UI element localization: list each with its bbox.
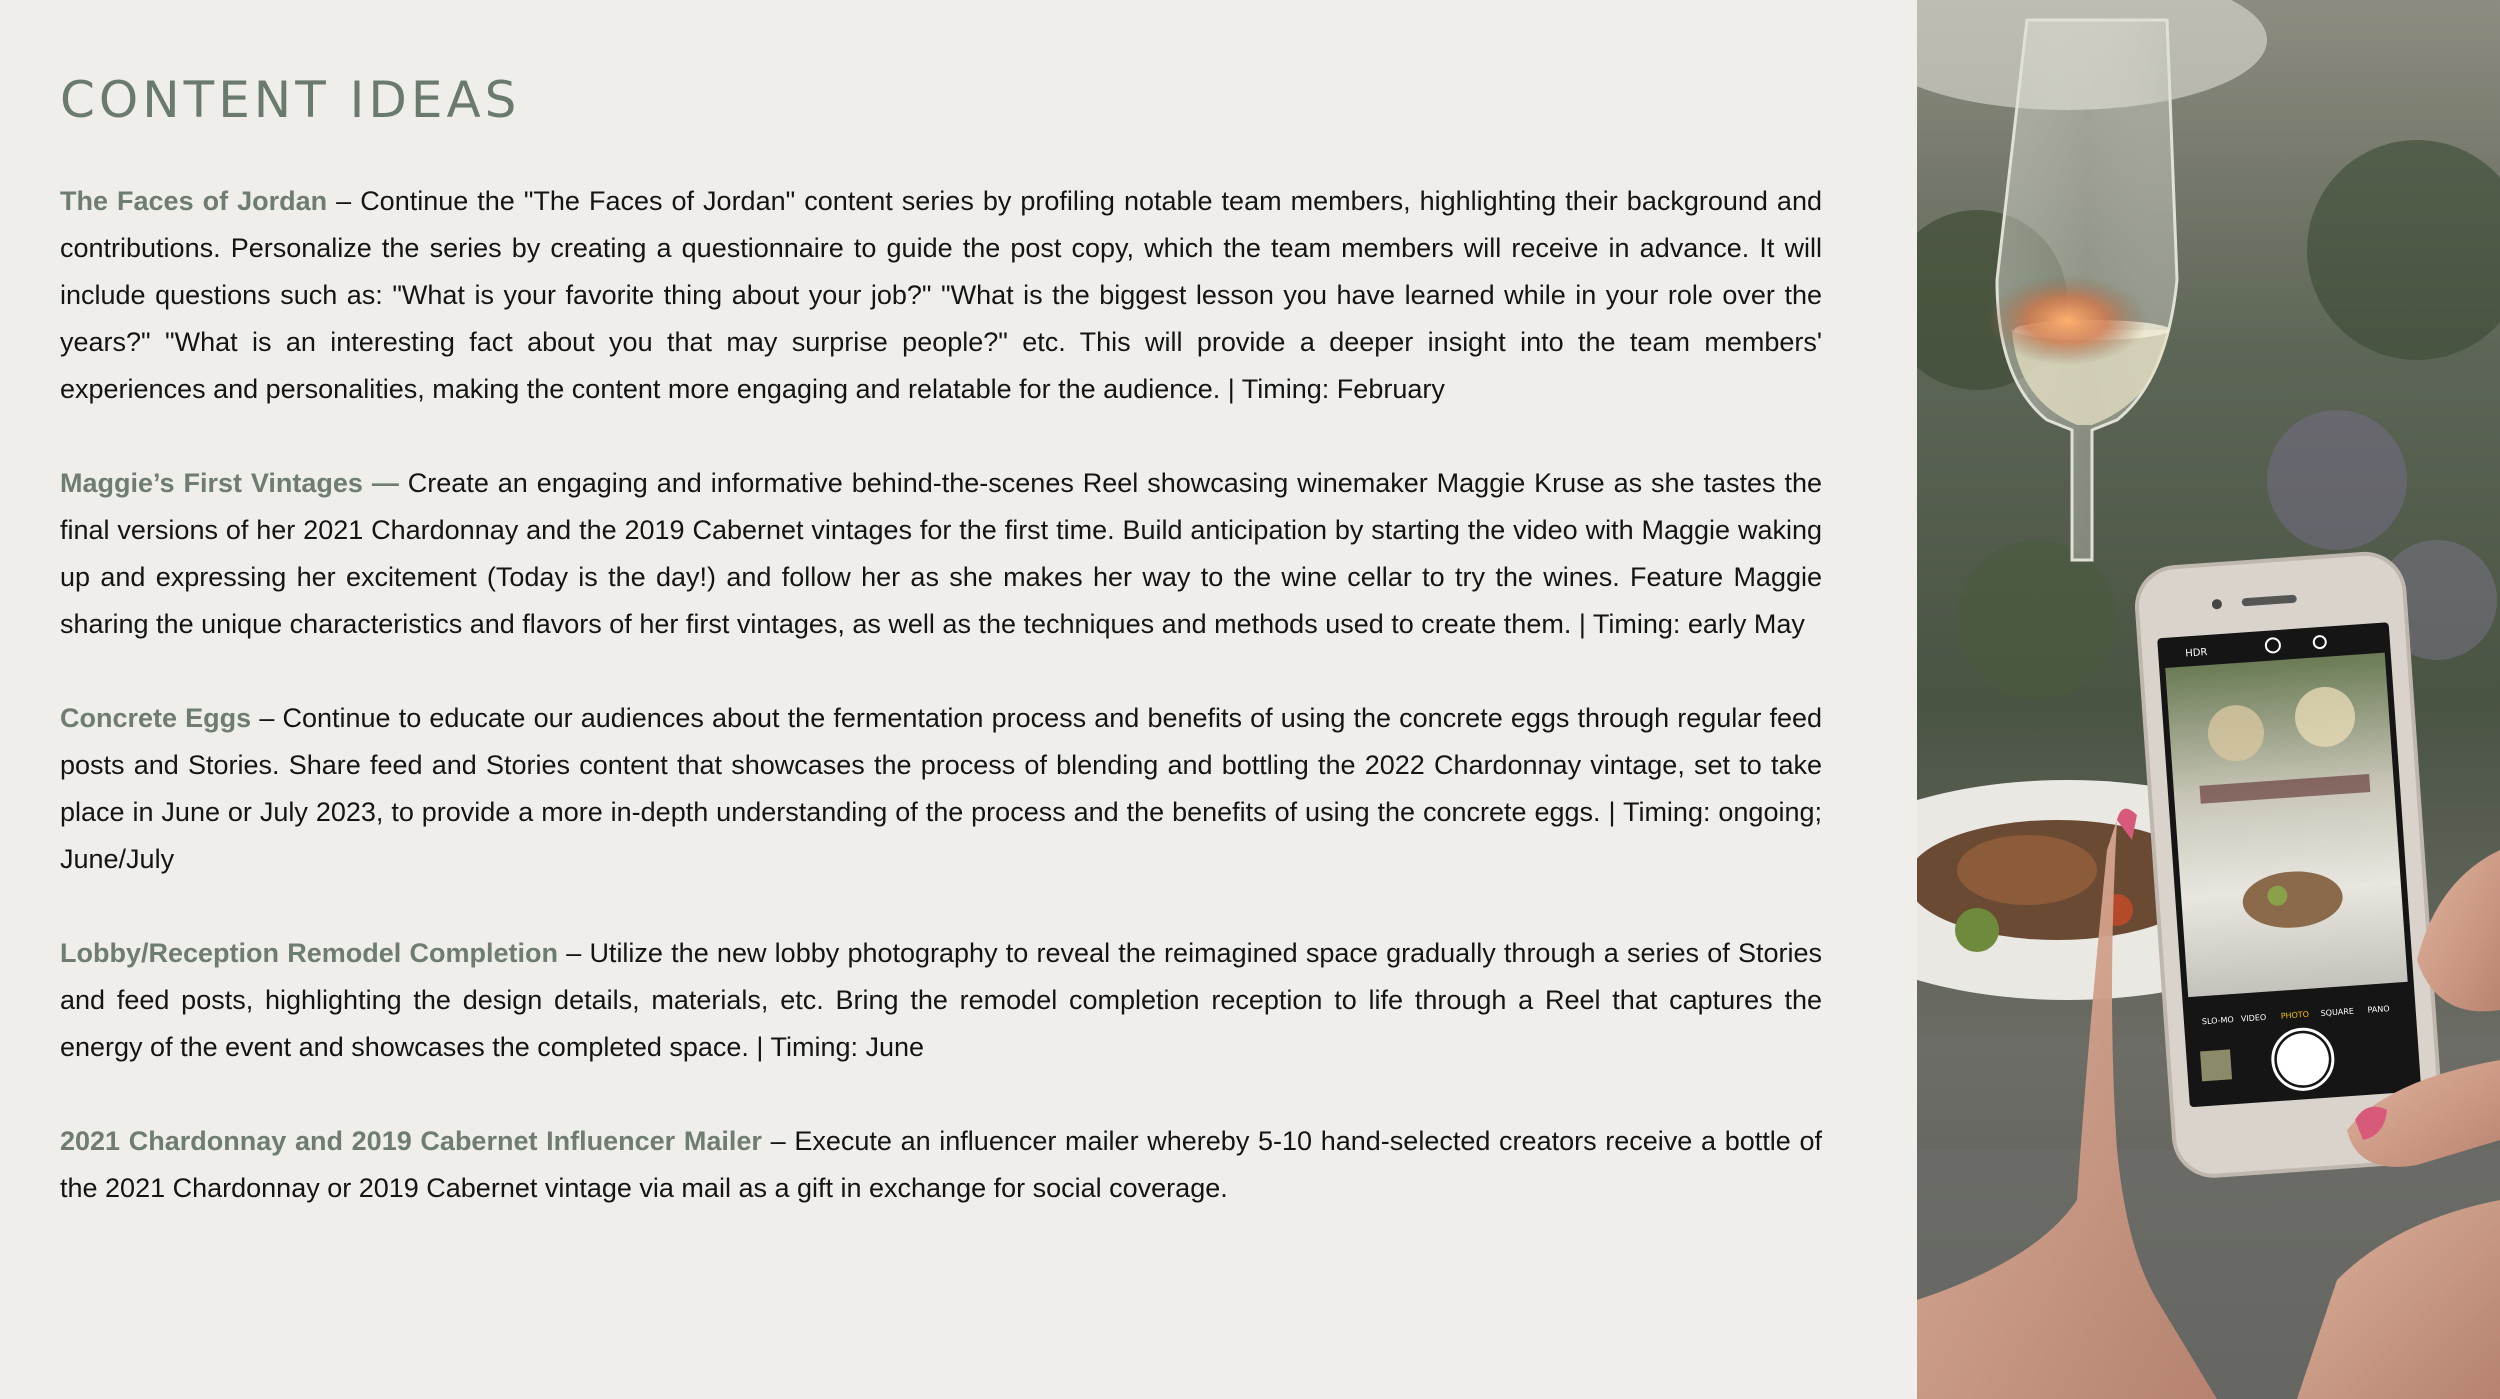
camera-mode-pano: PANO <box>2367 1004 2390 1015</box>
idea-text: Create an engaging and informative behind-the-scenes Reel showcasing winemaker Maggie Kruse as she tastes the final versions of her 2021 Chardonnay and the 2019 Cabernet vintages for the first time. Build anticipation by starting the video with Maggie waking up and expressing her excitement (Today is the day!) and follow her as she makes her way to the wine cellar to try the wines. Feature Maggie sharing the unique characteristics and flavors of her first vintages, as well as the techniques and methods used to create them. | Timing: early May <box>60 468 1822 639</box>
idea-separator: – <box>327 186 361 216</box>
camera-mode-square: SQUARE <box>2320 1006 2355 1018</box>
idea-separator: – <box>557 938 590 968</box>
idea-paragraph <box>60 1118 1822 1212</box>
photo-panel <box>1917 0 2500 1399</box>
idea-paragraph <box>60 460 1822 648</box>
idea-label: Concrete Eggs <box>60 703 252 733</box>
idea-separator: – <box>761 1126 795 1156</box>
idea-label: The Faces of Jordan <box>60 186 328 216</box>
idea-text: Continue the "The Faces of Jordan" content series by profiling notable team members, highlighting their background and contributions. Personalize the series by creating a questionnaire to guide the post copy, which the team members will receive in advance. It will include questions such as: "What is your favorite thing about your job?" "What is the biggest lesson you have learned while in your role over the years?" "What is an interesting fact about you that may surprise people?" etc. This will provide a deeper insight into the team members' experiences and personalities, making the content more engaging and relatable for the audience. | Timing: February <box>60 186 1822 404</box>
page-title: CONTENT IDEAS <box>60 71 521 129</box>
camera-hdr-label: HDR <box>2184 646 2208 660</box>
photo-phone-wine-icon <box>1917 0 2500 1399</box>
idea-text: Utilize the new lobby photography to reveal the reimagined space gradually through a series of Stories and feed posts, highlighting the design details, materials, etc. Bring the remodel completion reception to life through a Reel that captures the energy of the event and showcases the completed space. | Timing: June <box>60 938 1822 1062</box>
idea-label: 2021 Chardonnay and 2019 Cabernet Influencer Mailer <box>60 1126 762 1156</box>
idea-paragraph <box>60 178 1822 413</box>
camera-mode-video: VIDEO <box>2240 1012 2267 1024</box>
idea-text: Execute an influencer mailer whereby 5-10 hand-selected creators receive a bottle of the 2021 Chardonnay or 2019 Cabernet vintage via mail as a gift in exchange for social coverage. <box>60 1126 1822 1203</box>
idea-separator: – <box>251 703 283 733</box>
idea-separator <box>399 468 408 498</box>
content-column <box>60 70 1822 1259</box>
camera-mode-slomo: SLO-MO <box>2201 1015 2235 1027</box>
idea-text: Continue to educate our audiences about the fermentation process and benefits of using the concrete eggs through regular feed posts and Stories. Share feed and Stories content that showcases the process of blending and bottling the 2022 Chardonnay vintage, set to take place in June or July 2023, to provide a more in-depth understanding of the process and the benefits of using the concrete eggs. | Timing: ongoing; June/July <box>60 703 1822 874</box>
idea-label: Maggie’s First Vintages — <box>60 468 399 498</box>
idea-paragraph <box>60 930 1822 1071</box>
idea-label: Lobby/Reception Remodel Completion <box>60 938 558 968</box>
idea-paragraph <box>60 695 1822 883</box>
camera-mode-photo: PHOTO <box>2280 1009 2310 1021</box>
